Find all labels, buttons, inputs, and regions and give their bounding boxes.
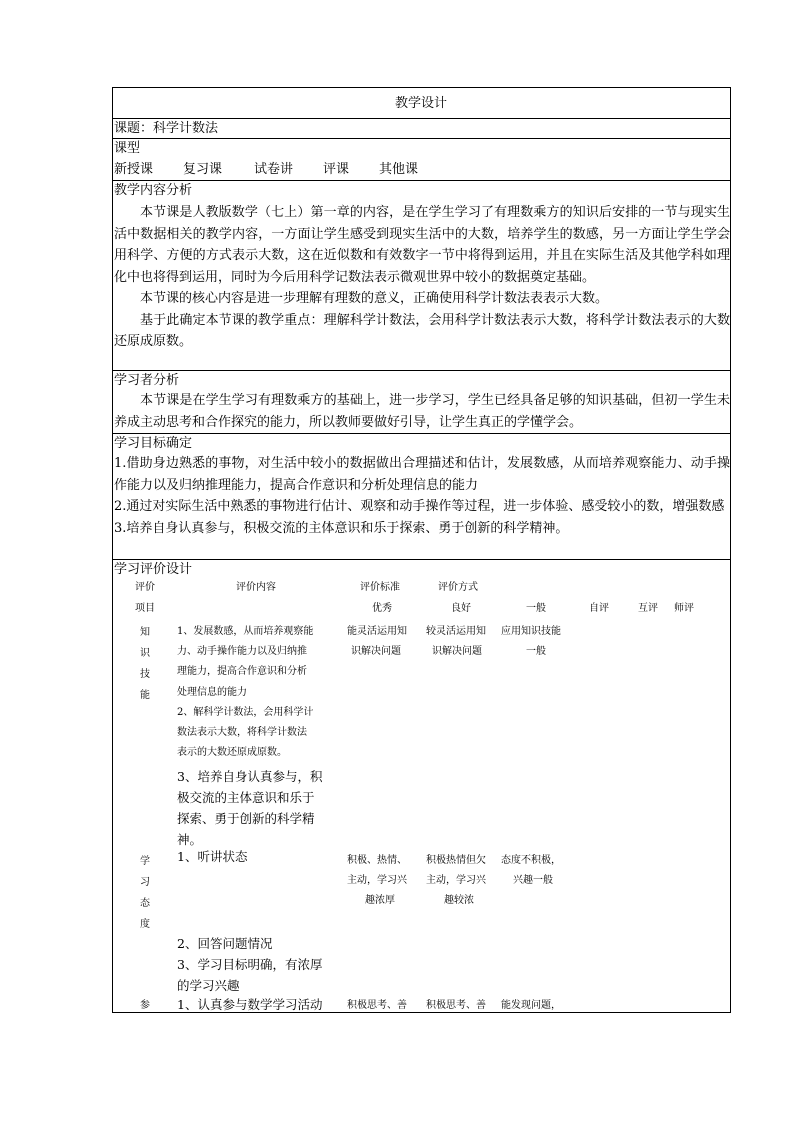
header-item-top: 评价 <box>135 582 155 593</box>
row-divider <box>112 559 731 560</box>
lesson-type-other: 其他课 <box>379 162 419 177</box>
row-divider <box>112 433 731 434</box>
row-divider <box>112 138 731 139</box>
row-divider <box>112 370 731 371</box>
attitude-item-1: 1、听讲状态 <box>177 849 248 864</box>
header-method: 评价方式 <box>438 582 478 593</box>
content-analysis-heading: 教学内容分析 <box>114 183 193 198</box>
lesson-type-critique: 评课 <box>323 162 350 177</box>
participation-item-1: 1、认真参与数学学习活动 <box>177 997 323 1012</box>
objective-item: 2.通过对实际生活中熟悉的事物进行估计、观察和动手操作等过程，进一步体验、感受较小的数，增强数感 <box>114 499 725 514</box>
objective-item: 1.借助身边熟悉的事物，对生活中较小的数据做出合理描述和估计，发展数感，从而培养观察能力、动手操作能力以及归纳推理能力，提高合作意识和分析处理信息的能力 <box>114 456 730 493</box>
evaluation-heading: 学习评价设计 <box>114 562 193 577</box>
knowledge-excellent: 能灵活运用知 识解决问题 <box>347 626 407 658</box>
knowledge-content-b: 3、培养自身认真参与，积 极交流的主体意识和乐于 探索、勇于创新的科学精 神。 <box>177 769 323 847</box>
objectives-heading: 学习目标确定 <box>114 436 193 451</box>
participation-good: 积极思考、善 <box>426 1000 486 1011</box>
objectives-body <box>114 453 730 539</box>
attitude-good: 积极热情但欠 主动，学习兴 趣较浓 <box>426 855 486 907</box>
doc-title: 教学设计 <box>395 96 448 111</box>
header-self: 自评 <box>589 603 609 614</box>
header-standard: 评价标准 <box>360 582 400 593</box>
knowledge-label: 知 识 技 能 <box>140 627 150 701</box>
learner-analysis-body <box>114 390 730 433</box>
lesson-type-label: 课型 <box>114 141 141 156</box>
header-average: 一般 <box>526 603 546 614</box>
content-analysis-p1: 本节课是人教版数学（七上）第一章的内容，是在学生学习了有理数乘方的知识后安排的一节与现实生活中数据相关的教学内容，一方面让学生感受到现实生活中的大数，培养学生的数感，另一方面让学生学会用科学、方便的方式表示大数，这在近似数和有效数字一节中将得到运用，并且在实际生活及其他学科如理化中也将得到运用，同时为今后用科学记数法表示微观世界中较小的数据奠定基础。 <box>114 205 730 285</box>
attitude-items-rest: 2、回答问题情况 3、学习目标明确，有浓厚 的学习兴趣 <box>177 936 323 993</box>
header-content: 评价内容 <box>236 582 276 593</box>
lesson-type-review: 复习课 <box>183 162 223 177</box>
objective-item: 3.培养自身认真参与，积极交流的主体意识和乐于探索、勇于创新的科学精神。 <box>114 520 569 536</box>
attitude-label: 学 习 态 度 <box>140 856 150 930</box>
lesson-type-exam: 试卷讲 <box>254 162 294 177</box>
header-teacher: 师评 <box>674 603 694 614</box>
lesson-type-new: 新授课 <box>114 162 154 177</box>
topic: 课题：科学计数法 <box>114 121 219 136</box>
row-divider <box>112 180 731 181</box>
content-analysis-p2: 本节课的核心内容是进一步理解有理数的意义，正确使用科学计数法表表示大数。 <box>140 291 609 306</box>
content-analysis-body <box>114 202 730 353</box>
content-analysis-p3: 基于此确定本节课的教学重点：理解科学计数法，会用科学计数法表示大数，将科学计数法表示的大数还原成原数。 <box>114 312 730 349</box>
participation-label: 参 <box>140 1000 150 1011</box>
header-peer: 互评 <box>638 603 658 614</box>
participation-excellent: 积极思考、善 <box>347 1000 407 1011</box>
knowledge-good: 较灵活运用知 识解决问题 <box>426 626 486 658</box>
header-good: 良好 <box>451 603 471 614</box>
participation-average: 能发现问题， <box>501 1000 561 1011</box>
header-item-bottom: 项目 <box>135 603 155 614</box>
learner-analysis-p1: 本节课是在学生学习有理数乘方的基础上，进一步学习，学生已经具备足够的知识基础，但初一学生未养成主动思考和合作探究的能力，所以教师要做好引导，让学生真正的学懂学会。 <box>114 393 730 430</box>
attitude-average: 态度不积极， 兴趣一般 <box>501 855 561 887</box>
knowledge-content-a: 1、发展数感，从而培养观察能 力、动手操作能力以及归纳推 理能力，提高合作意识和分析 处理信息的能力 2、解科学计数法，会用科学计 数法表示大数，将科学计数法 表示的大数还原成原数。 <box>177 626 314 759</box>
header-excellent: 优秀 <box>372 603 392 614</box>
learner-analysis-heading: 学习者分析 <box>114 373 180 388</box>
attitude-excellent: 积极、热情、 主动，学习兴 趣浓厚 <box>347 855 407 907</box>
row-divider <box>112 118 731 119</box>
knowledge-average: 应用知识技能 一般 <box>501 626 561 658</box>
